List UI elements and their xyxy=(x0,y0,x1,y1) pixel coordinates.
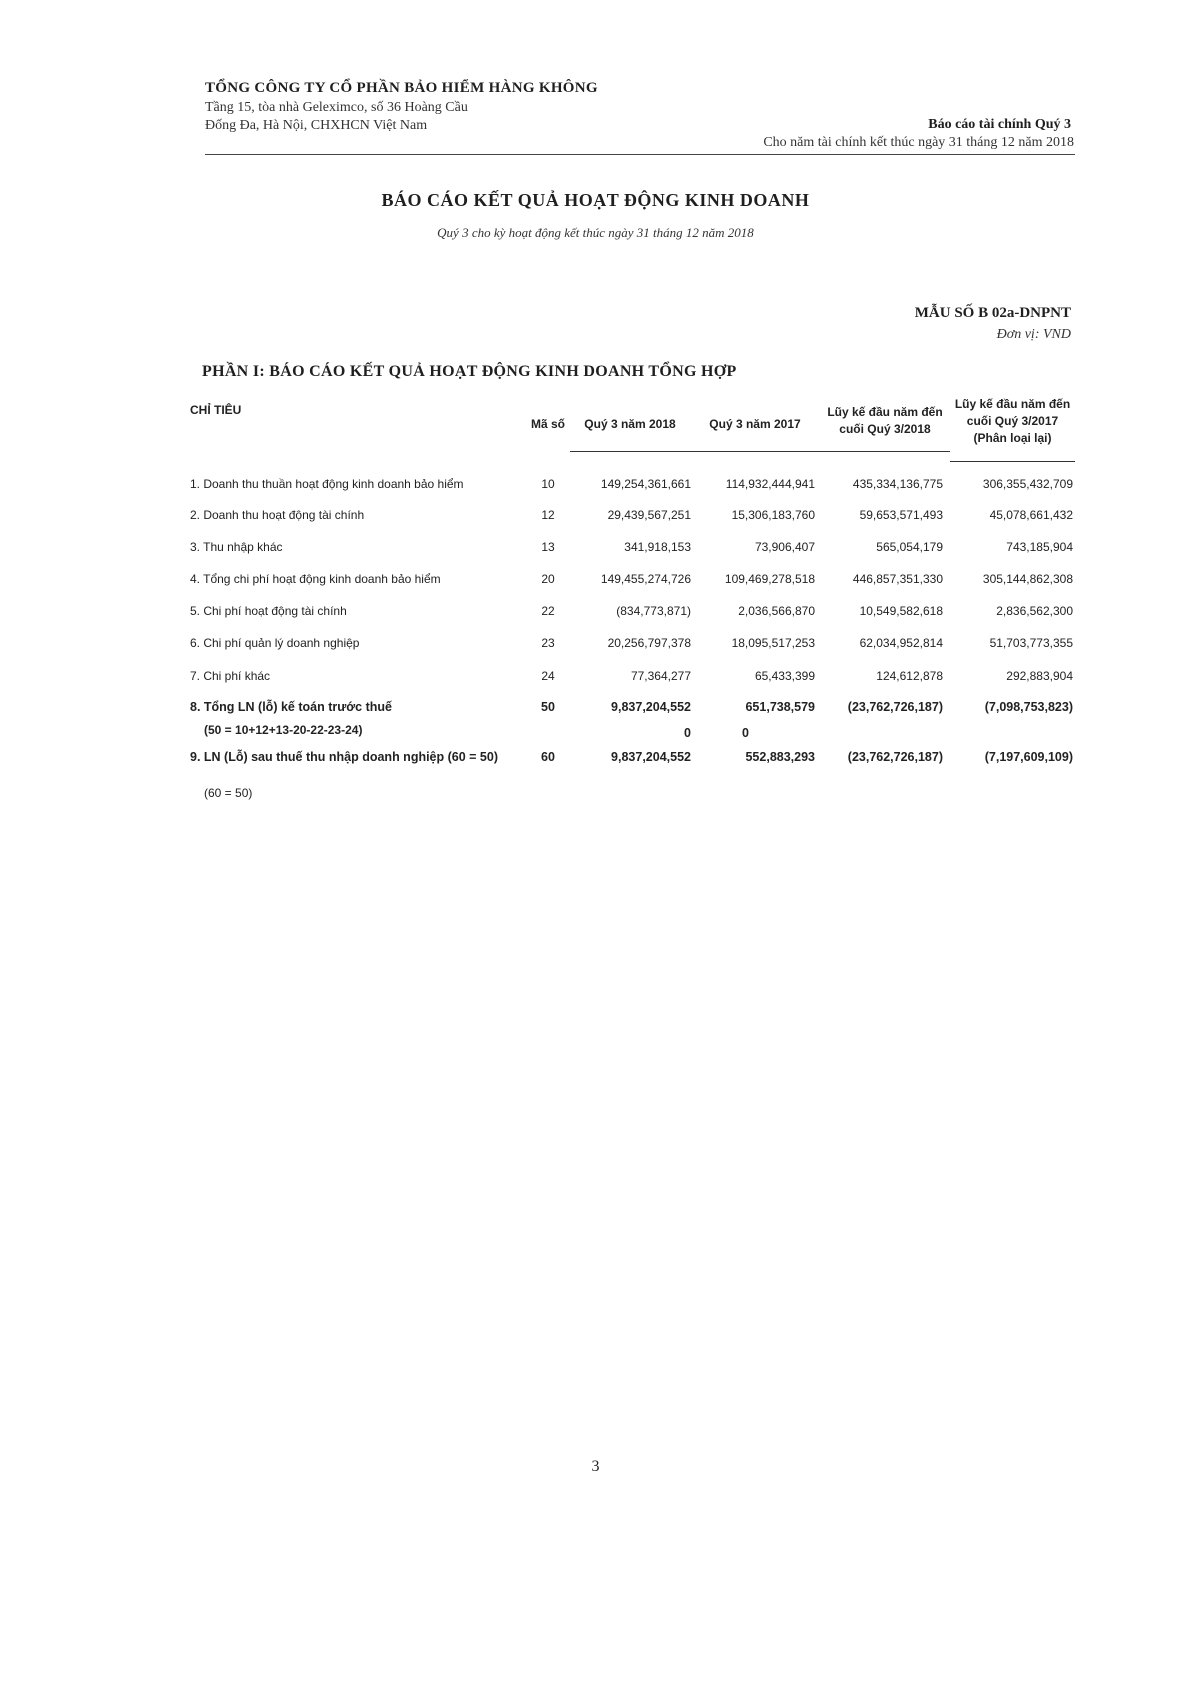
row-label: 3. Thu nhập khác xyxy=(190,540,283,554)
row-label: 1. Doanh thu thuần hoạt động kinh doanh bảo hiểm xyxy=(190,477,464,491)
row-code: 12 xyxy=(541,508,555,522)
row-q3-2018: 9,837,204,552 xyxy=(611,750,691,764)
row-q3-2018: 341,918,153 xyxy=(624,540,691,554)
profit-after-tax-formula: (60 = 50) xyxy=(204,786,253,800)
row-q3-2017: 552,883,293 xyxy=(745,750,815,764)
row-q3-2017: 109,469,278,518 xyxy=(724,572,815,586)
row-q3-2018: 9,837,204,552 xyxy=(611,700,691,714)
header-rule-right xyxy=(950,461,1075,462)
row-q3-2018: (834,773,871) xyxy=(616,604,691,618)
report-period: Cho năm tài chính kết thúc ngày 31 tháng 12 năm 2018 xyxy=(763,135,1074,150)
row-q3-2017: 18,095,517,253 xyxy=(731,636,815,650)
header-ytd-2017-line2: cuối Quý 3/2017 xyxy=(966,414,1059,428)
page-title: BÁO CÁO KẾT QUẢ HOẠT ĐỘNG KINH DOANH xyxy=(381,190,810,210)
row-ytd-2018: 124,612,878 xyxy=(876,669,943,683)
header-ytd-2017 xyxy=(945,396,1080,447)
header-ytd-2017-line1: Lũy kế đầu năm đến xyxy=(954,397,1071,411)
row-ytd-2017: (7,098,753,823) xyxy=(984,700,1073,714)
row-q3-2017: 73,906,407 xyxy=(754,540,815,554)
section-title: PHẦN I: BÁO CÁO KẾT QUẢ HOẠT ĐỘNG KINH DOANH TỔNG HỢP xyxy=(202,363,737,380)
table-row xyxy=(0,636,1191,658)
row-q3-2018: 77,364,277 xyxy=(630,669,691,683)
row-q3-2017: 15,306,183,760 xyxy=(731,508,815,522)
row-ytd-2017: 305,144,862,308 xyxy=(982,572,1073,586)
row-code: 24 xyxy=(541,669,555,683)
row-ytd-2017: 743,185,904 xyxy=(1006,540,1073,554)
report-title: Báo cáo tài chính Quý 3 xyxy=(928,117,1071,132)
table-row xyxy=(0,508,1191,530)
row-q3-2018: 149,455,274,726 xyxy=(600,572,691,586)
header-divider xyxy=(205,154,1075,155)
total-before-tax-row xyxy=(0,700,1191,722)
row-label: 6. Chi phí quản lý doanh nghiệp xyxy=(190,636,360,650)
total-before-tax-formula: (50 = 10+12+13-20-22-23-24) xyxy=(204,723,363,737)
row-ytd-2018: 565,054,179 xyxy=(876,540,943,554)
row-ytd-2018: 435,334,136,775 xyxy=(852,477,943,491)
row-ytd-2018: (23,762,726,187) xyxy=(847,750,943,764)
row-code: 13 xyxy=(541,540,555,554)
header-ytd-2018-line1: Lũy kế đầu năm đến xyxy=(827,405,943,419)
row-label: 8. Tổng LN (lỗ) kế toán trước thuế xyxy=(190,700,392,714)
header-ytd-2017-line3: (Phân loại lại) xyxy=(973,431,1052,445)
row-ytd-2018: (23,762,726,187) xyxy=(847,700,943,714)
row-ytd-2017: 45,078,661,432 xyxy=(989,508,1073,522)
row-code: 23 xyxy=(541,636,555,650)
table-row xyxy=(0,477,1191,499)
header-q3-2018: Quý 3 năm 2018 xyxy=(584,417,676,431)
row-ytd-2017: 292,883,904 xyxy=(1006,669,1073,683)
table-row xyxy=(0,572,1191,594)
row-label: 9. LN (Lỗ) sau thuế thu nhập doanh nghiệp (60 = 50) xyxy=(190,750,498,764)
row-q3-2018: 20,256,797,378 xyxy=(607,636,691,650)
company-name: TỔNG CÔNG TY CỔ PHẦN BẢO HIỂM HÀNG KHÔNG xyxy=(205,80,598,96)
profit-after-tax-row xyxy=(0,750,1191,772)
header-rule-left xyxy=(570,451,950,452)
row-ytd-2017: (7,197,609,109) xyxy=(984,750,1073,764)
row-code: 22 xyxy=(541,604,555,618)
header-q3-2017: Quý 3 năm 2017 xyxy=(709,417,801,431)
company-address-line1: Tầng 15, tòa nhà Geleximco, số 36 Hoàng Cầu xyxy=(205,100,468,115)
currency-unit: Đơn vị: VND xyxy=(996,327,1071,342)
row-label: 2. Doanh thu hoạt động tài chính xyxy=(190,508,365,522)
row-ytd-2017: 2,836,562,300 xyxy=(996,604,1073,618)
header-indicator: CHỈ TIÊU xyxy=(190,403,242,417)
row-code: 60 xyxy=(541,750,555,764)
row-code: 50 xyxy=(541,700,555,714)
row-q3-2017: 651,738,579 xyxy=(745,700,815,714)
row-label: 4. Tổng chi phí hoạt động kinh doanh bảo hiểm xyxy=(190,572,441,586)
header-ytd-2018 xyxy=(815,404,955,438)
table-row xyxy=(0,540,1191,562)
row-code: 10 xyxy=(541,477,555,491)
row-label: 5. Chi phí hoạt động tài chính xyxy=(190,604,347,618)
row-q3-2018: 149,254,361,661 xyxy=(600,477,691,491)
row-q3-2017-extra: 0 xyxy=(742,726,749,740)
row-ytd-2017: 306,355,432,709 xyxy=(982,477,1073,491)
page-subtitle: Quý 3 cho kỳ hoạt động kết thúc ngày 31 tháng 12 năm 2018 xyxy=(437,225,754,240)
row-code: 20 xyxy=(541,572,555,586)
row-ytd-2018: 62,034,952,814 xyxy=(859,636,943,650)
table-row xyxy=(0,669,1191,691)
row-q3-2018: 29,439,567,251 xyxy=(607,508,691,522)
form-code: MẪU SỐ B 02a-DNPNT xyxy=(914,305,1071,321)
total-before-tax-extra-row xyxy=(0,726,1191,748)
row-ytd-2018: 59,653,571,493 xyxy=(859,508,943,522)
row-q3-2017: 2,036,566,870 xyxy=(738,604,815,618)
row-label: 7. Chi phí khác xyxy=(190,669,271,683)
row-ytd-2018: 446,857,351,330 xyxy=(852,572,943,586)
page-number: 3 xyxy=(591,1458,600,1475)
row-ytd-2018: 10,549,582,618 xyxy=(859,604,943,618)
row-q3-2018-extra: 0 xyxy=(684,726,691,740)
header-code: Mã số xyxy=(530,417,565,431)
row-q3-2017: 65,433,399 xyxy=(754,669,815,683)
company-address-line2: Đống Đa, Hà Nội, CHXHCN Việt Nam xyxy=(205,118,428,133)
row-ytd-2017: 51,703,773,355 xyxy=(989,636,1073,650)
table-row xyxy=(0,604,1191,626)
header-ytd-2018-line2: cuối Quý 3/2018 xyxy=(839,422,931,436)
row-q3-2017: 114,932,444,941 xyxy=(725,477,815,491)
